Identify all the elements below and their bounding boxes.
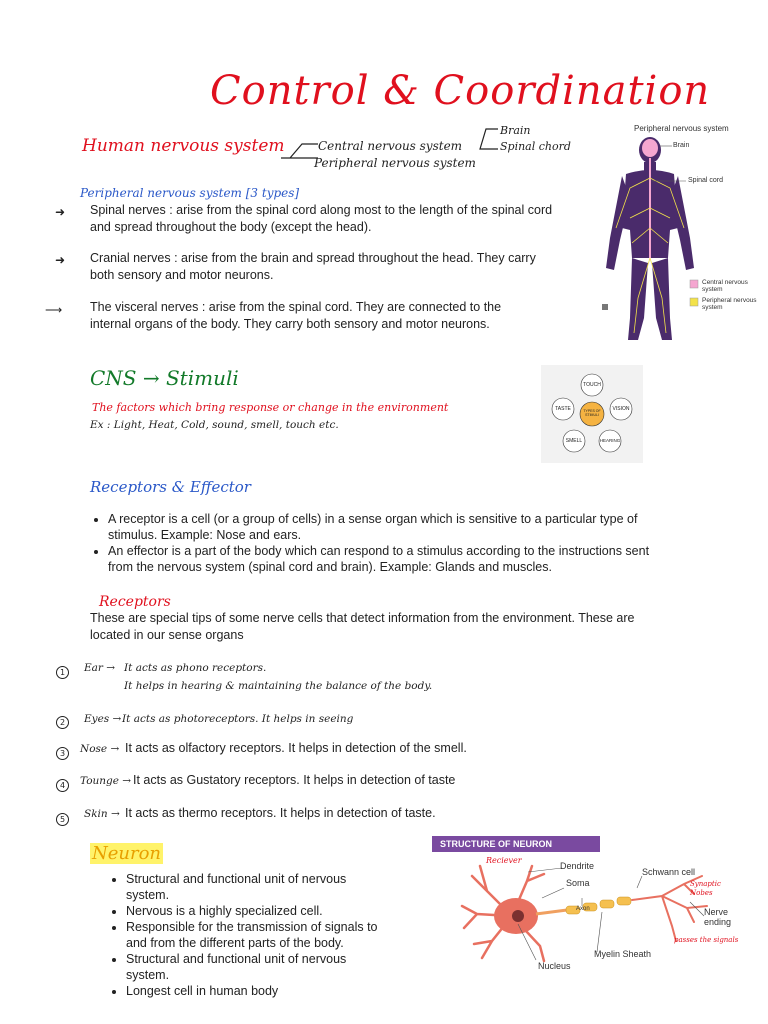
list-item: • Structural and functional unit of nervous system. bbox=[126, 871, 378, 903]
stimuli-hearing: HEARING bbox=[599, 438, 621, 443]
cns-stimuli-heading: CNS → Stimuli bbox=[90, 366, 239, 390]
receptor-label: Tounge → bbox=[80, 775, 132, 787]
pns-item-1: Spinal nerves : arise from the spinal cord along most to the length of the spinal cord and spread throughout the body (except the head). bbox=[90, 203, 553, 234]
label-myelin: Myelin Sheath bbox=[594, 949, 652, 959]
nervous-system-heading: Human nervous system bbox=[82, 136, 285, 156]
receptor-label: Skin → bbox=[84, 808, 120, 820]
pns-diagram bbox=[600, 118, 760, 348]
pns-diagram-title: Peripheral nervous system bbox=[634, 124, 729, 133]
list-number-3: 3 bbox=[56, 743, 69, 761]
pns-item-2: Cranial nerves : arise from the brain and spread throughout the head. They carry both sensory and motor neurons. bbox=[90, 251, 536, 282]
stimuli-definition: The factors which bring response or change in the environment bbox=[92, 401, 449, 414]
stimuli-vision: VISION bbox=[612, 406, 630, 412]
spinal-chord-label: Spinal chord bbox=[500, 140, 571, 153]
receptors-effector-list bbox=[90, 511, 670, 575]
pns-item-3: The visceral nerves : arise from the spinal cord. They are connected to the internal organs of the body. They carry both sensory and motor neurons. bbox=[90, 300, 502, 331]
legend-pns-label: Peripheral nervous system bbox=[702, 297, 757, 311]
receptors-heading: Receptors bbox=[99, 594, 171, 610]
stimuli-touch: TOUCH bbox=[583, 382, 601, 388]
arrow-icon: ⟶ bbox=[45, 303, 63, 317]
receptor-text: It acts as photoreceptors. It helps in seeing bbox=[122, 713, 354, 725]
arrow-icon: ➜ bbox=[55, 253, 66, 267]
receptor-text: It acts as phono receptors. bbox=[124, 662, 267, 674]
label-nerve-ending: Nerve ending bbox=[704, 907, 732, 927]
brain-label: Brain bbox=[500, 124, 531, 137]
pns-branch: Peripheral nervous system bbox=[314, 156, 476, 170]
neuron-diagram-title: STRUCTURE OF NEURON bbox=[432, 836, 600, 852]
list-number-4: 4 bbox=[56, 775, 69, 793]
receptor-text: It acts as Gustatory receptors. It helps in detection of taste bbox=[133, 773, 456, 787]
receptor-text: It acts as olfactory receptors. It helps in detection of the smell. bbox=[125, 741, 467, 755]
cns-branch: Central nervous system bbox=[318, 139, 463, 153]
list-number-5: 5 bbox=[56, 809, 69, 827]
list-item: • Longest cell in human body bbox=[126, 983, 378, 999]
legend-cns-label: Central nervous system bbox=[702, 279, 748, 293]
list-number-2: 2 bbox=[56, 712, 69, 730]
bracket-small-icon bbox=[478, 125, 502, 155]
neuron-heading: Neuron bbox=[92, 843, 162, 864]
label-axon: Axon bbox=[576, 906, 590, 912]
page-title: Control & Coordination bbox=[210, 68, 711, 114]
arrow-icon: ➜ bbox=[55, 205, 66, 219]
legend-pns-swatch bbox=[690, 298, 698, 306]
diagram-spinal-label: Spinal cord bbox=[688, 177, 724, 184]
receptor-label: Ear → bbox=[84, 662, 116, 674]
receptor-label: Nose → bbox=[80, 743, 120, 755]
stimuli-center-label: TYPES OF STIMULI bbox=[583, 409, 601, 417]
list-item: • Responsible for the transmission of signals to and from the different parts of the body. bbox=[126, 919, 378, 951]
list-item: • Structural and functional unit of nervous system. bbox=[126, 951, 378, 983]
label-nucleus: Nucleus bbox=[538, 961, 571, 971]
receptors-description: These are special tips of some nerve cells that detect information from the environment. These are located in our sense organs bbox=[90, 611, 635, 642]
stimuli-smell: SMELL bbox=[565, 438, 583, 444]
stimuli-taste: TASTE bbox=[555, 406, 571, 412]
list-number-1: 1 bbox=[56, 662, 69, 680]
legend-cns-swatch bbox=[690, 280, 698, 288]
stimuli-example: Ex : Light, Heat, Cold, sound, smell, touch etc. bbox=[90, 419, 339, 431]
neuron-diagram bbox=[432, 836, 756, 978]
receptor-label: Eyes → bbox=[84, 713, 122, 725]
label-soma: Soma bbox=[566, 878, 590, 888]
receptor-text: It acts as thermo receptors. It helps in detection of taste. bbox=[125, 806, 436, 820]
list-item: • Nervous is a highly specialized cell. bbox=[126, 903, 378, 919]
receptors-effector-heading: Receptors & Effector bbox=[90, 478, 251, 496]
diagram-brain-label: Brain bbox=[673, 142, 690, 149]
label-dendrite: Dendrite bbox=[560, 861, 595, 871]
human-body-figure bbox=[600, 118, 760, 348]
annotation-receiver: Reciever bbox=[486, 856, 522, 865]
annotation-passes-signals: passes the signals bbox=[674, 936, 739, 944]
list-item: • An effector is a part of the body which can respond to a stimulus according to the instructions sent from the nervous system (spinal cord and brain). Example: Glands and muscles. bbox=[108, 543, 670, 575]
annotation-synaptic: Synaptic Nobes bbox=[690, 880, 721, 897]
list-item: • A receptor is a cell (or a group of cells) in a sense organ which is sensitive to a particular type of stimulus. Example: Nose and ears. bbox=[108, 511, 670, 543]
stimuli-diagram bbox=[541, 365, 643, 463]
pns-types-heading: Peripheral nervous system [3 types] bbox=[80, 186, 300, 200]
label-schwann: Schwann cell bbox=[642, 867, 696, 877]
receptor-text-2: It helps in hearing & maintaining the balance of the body. bbox=[124, 680, 433, 692]
neuron-list bbox=[108, 871, 378, 999]
